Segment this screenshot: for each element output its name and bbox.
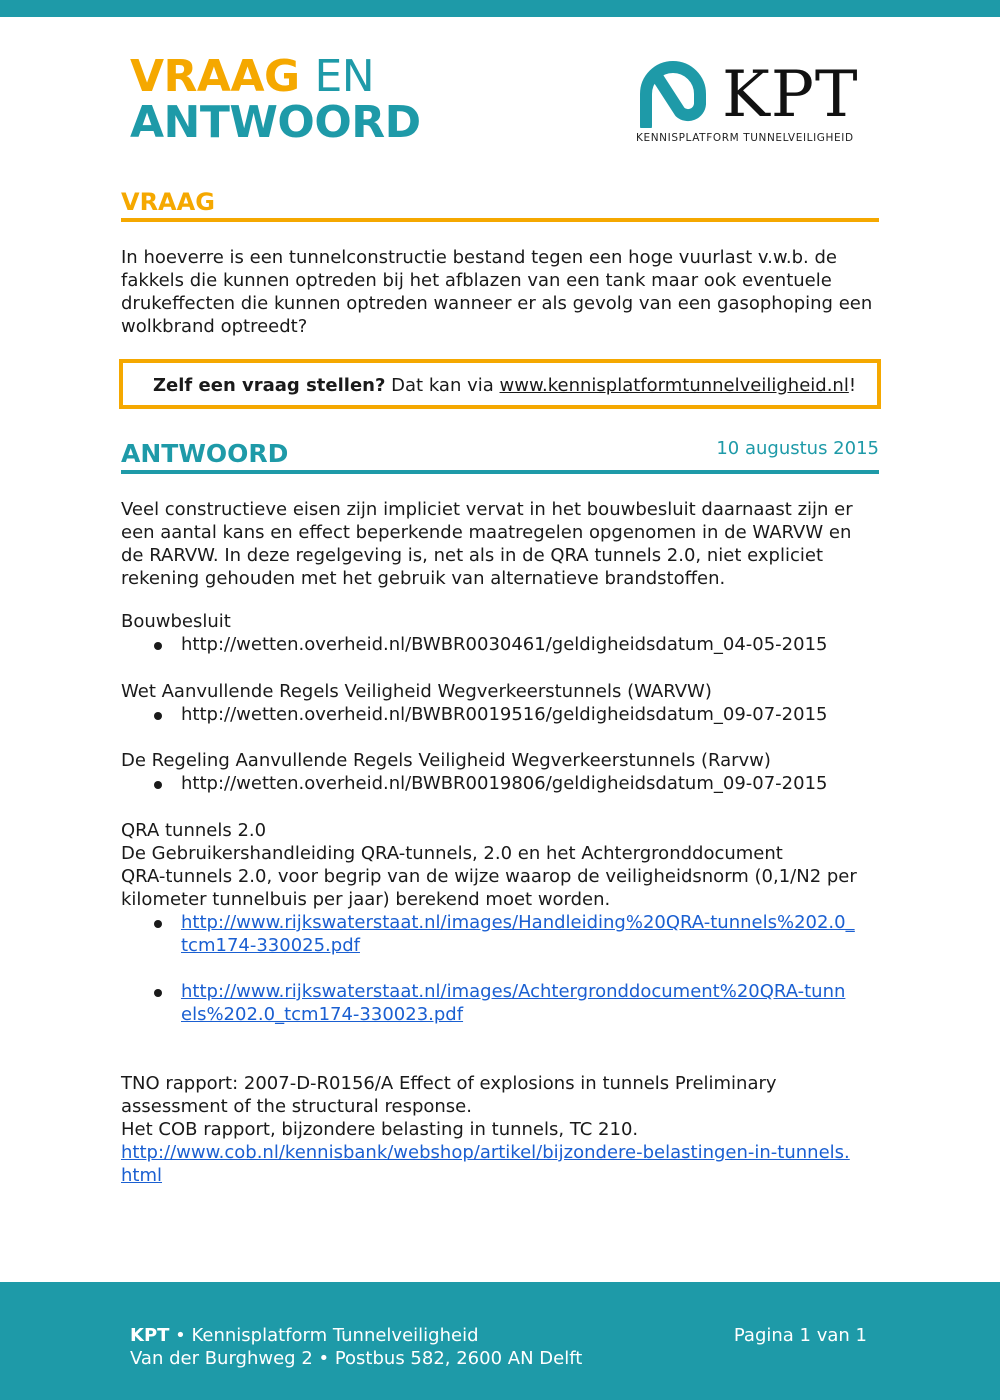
callout-website-link[interactable]: www.kennisplatformtunnelveiligheid.nl xyxy=(499,375,849,396)
ask-question-callout xyxy=(119,359,881,409)
question-line: wolkbrand optreedt? xyxy=(121,316,308,337)
question-line: fakkels die kunnen optreden bij het afblazen van een tank maar ook eventuele xyxy=(121,270,832,291)
footer-org-name: Kennisplatform Tunnelveiligheid xyxy=(191,1325,479,1346)
answer-line: rekening gehouden met het gebruik van alternatieve brandstoffen. xyxy=(121,568,726,589)
callout-end: ! xyxy=(848,375,857,396)
qra-handleiding-link-cont[interactable]: tcm174-330025.pdf xyxy=(181,935,360,956)
answer-line: een aantal kans en effect beperkende maatregelen opgenomen in de WARVW en xyxy=(121,522,852,543)
logo-text: KPT xyxy=(722,58,859,132)
footer-org xyxy=(130,1324,479,1347)
ref-rarvw xyxy=(121,749,881,795)
qra-line: De Gebruikershandleiding QRA-tunnels, 2.0 en het Achtergronddocument xyxy=(121,843,783,864)
qra-title: QRA tunnels 2.0 xyxy=(121,820,267,841)
logo-subtitle: KENNISPLATFORM TUNNELVEILIGHEID xyxy=(636,132,854,144)
ref-url: http://wetten.overheid.nl/BWBR0030461/geldigheidsdatum_04-05-2015 xyxy=(121,633,881,656)
cob-link-cont[interactable]: html xyxy=(121,1165,163,1186)
ref-url: http://wetten.overheid.nl/BWBR0019806/geldigheidsdatum_09-07-2015 xyxy=(121,772,881,795)
qra-line: kilometer tunnelbuis per jaar) berekend moet worden. xyxy=(121,889,611,910)
qra-link-item xyxy=(121,911,881,957)
answer-intro xyxy=(121,498,881,590)
page-number: Pagina 1 van 1 xyxy=(733,1325,867,1346)
answer-line: de RARVW. In deze regelgeving is, net als in de QRA tunnels 2.0, niet expliciet xyxy=(121,545,823,566)
ref-url: http://wetten.overheid.nl/BWBR0019516/geldigheidsdatum_09-07-2015 xyxy=(121,703,881,726)
qra-link-item xyxy=(121,980,881,1026)
footer-separator: • xyxy=(169,1325,192,1346)
tno-line: assessment of the structural response. xyxy=(121,1096,472,1117)
title-word-en: EN xyxy=(314,51,375,102)
ref-bouwbesluit xyxy=(121,610,881,656)
callout-text: Dat kan via xyxy=(385,375,500,396)
title-word-vraag: VRAAG xyxy=(130,51,300,102)
question-line: In hoeverre is een tunnelconstructie bestand tegen een hoge vuurlast v.w.b. de xyxy=(121,247,837,268)
page-footer xyxy=(0,1282,1000,1400)
antwoord-heading-label: ANTWOORD xyxy=(121,439,289,468)
kpt-logo-mark-icon xyxy=(636,60,710,128)
qra-achtergrond-link[interactable]: http://www.rijkswaterstaat.nl/images/Achtergronddocument%20QRA-tunn xyxy=(181,981,846,1002)
ref-tno-cob xyxy=(121,1072,881,1187)
ref-warvw xyxy=(121,680,881,726)
qra-achtergrond-link-cont[interactable]: els%202.0_tcm174-330023.pdf xyxy=(181,1004,464,1025)
antwoord-heading xyxy=(121,438,879,474)
answer-date: 10 augustus 2015 xyxy=(716,438,879,459)
tno-line: TNO rapport: 2007-D-R0156/A Effect of explosions in tunnels Preliminary xyxy=(121,1073,777,1094)
qra-handleiding-link[interactable]: http://www.rijkswaterstaat.nl/images/Handleiding%20QRA-tunnels%202.0_ xyxy=(181,912,855,933)
question-line: drukeffecten die kunnen optreden wanneer er als gevolg van een gasophoping een xyxy=(121,293,873,314)
tno-line: Het COB rapport, bijzondere belasting in tunnels, TC 210. xyxy=(121,1119,639,1140)
footer-address: Van der Burghweg 2 • Postbus 582, 2600 AN Delft xyxy=(130,1348,583,1369)
title-word-antwoord: ANTWOORD xyxy=(130,97,421,148)
ref-title: Bouwbesluit xyxy=(121,611,231,632)
question-text xyxy=(121,246,881,338)
cob-link[interactable]: http://www.cob.nl/kennisbank/webshop/artikel/bijzondere-belastingen-in-tunnels. xyxy=(121,1142,850,1163)
qra-line: QRA-tunnels 2.0, voor begrip van de wijze waarop de veiligheidsnorm (0,1/N2 per xyxy=(121,866,857,887)
ref-title: Wet Aanvullende Regels Veiligheid Wegverkeerstunnels (WARVW) xyxy=(121,681,712,702)
ref-title: De Regeling Aanvullende Regels Veiligheid Wegverkeerstunnels (Rarvw) xyxy=(121,750,771,771)
callout-bold-text: Zelf een vraag stellen? xyxy=(153,375,386,396)
kpt-logo xyxy=(636,58,876,150)
ref-qra xyxy=(121,819,881,1026)
top-accent-bar xyxy=(0,0,1000,17)
document-title xyxy=(130,51,421,148)
vraag-heading-label: VRAAG xyxy=(121,188,215,216)
footer-org-short: KPT xyxy=(130,1325,170,1346)
answer-line: Veel constructieve eisen zijn impliciet vervat in het bouwbesluit daarnaast zijn er xyxy=(121,499,853,520)
vraag-heading xyxy=(121,188,879,222)
